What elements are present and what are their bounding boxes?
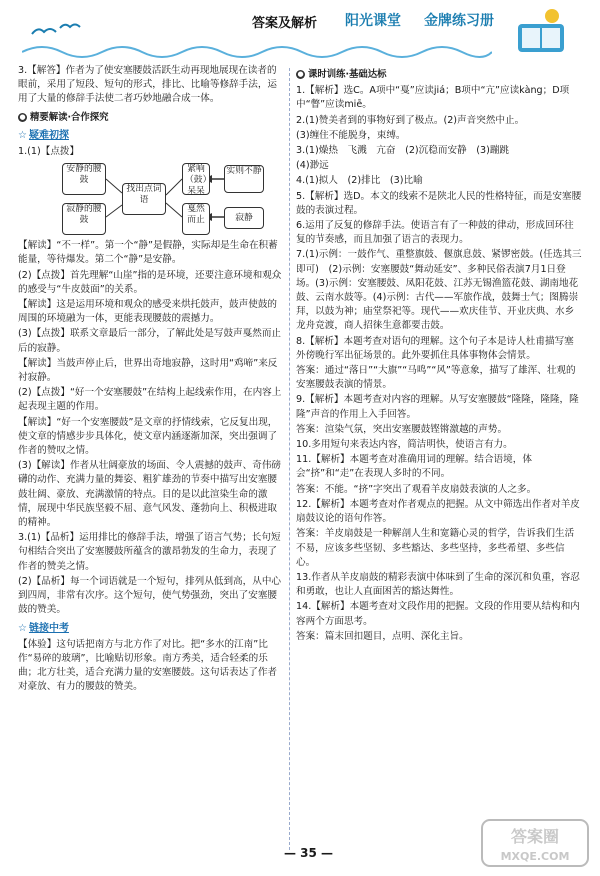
diagram-box-silence: 寂静	[224, 207, 264, 229]
analysis-1: 3.(1)【品析】运用排比的修辞手法，增强了语言气势；长句短句相结合突出了安塞腰鼓所蕴含的激昂勃发的生命力，表现了作者的赞美之情。	[18, 532, 281, 572]
header-wave-line	[22, 40, 492, 60]
circle-bullet-icon: ●	[297, 70, 304, 78]
diagram-box-tight-dull: 紧响（鼓）呆呆	[182, 163, 210, 195]
item-1-tip: 1.(1)【点拨】	[18, 146, 80, 158]
answer-r14: 14.【解析】本题考查对文段作用的把握。文段的作用要从结构和内容两个方面思考。	[296, 601, 580, 627]
answer-r1: 1.【解析】选C。A项中“戛”应读jiá；B项中“亢”应读kàng；D项中“瞥”应读miē。	[296, 85, 570, 111]
diagram-box-quiet-drum: 安静的腰鼓	[62, 163, 106, 195]
section-header-intensive	[18, 111, 284, 125]
diagram-box-silent-drum: 寂静的腰鼓	[62, 203, 106, 235]
answer-r3b: (4)渺远	[296, 160, 329, 172]
answer-r6: 6.运用了反复的修辞手法。使语言有了一种鼓的律动，形成回环往复的节奏感，而且加强了语言的表现力。	[296, 220, 574, 246]
analysis-2: (2)【品析】每一个词语就是一个短句，排列从低到高，从中心到四周，非常有次序。这个短句，使气势强劲，突出了安塞腰鼓的赞美。	[18, 575, 282, 616]
explanation-2: 【解读】这是运用环境和观众的感受来烘托鼓声，鼓声使鼓的周围的环境融为一体，更能表现腰鼓的震撼力。	[18, 299, 278, 325]
answer-r12a: 答案：羊皮扇鼓是一种解剖人生和宽籍心灵的哲学，告诉我们生活不易，应该多些坚韧、多些豁达、多些坚持，多些希望、多些信心。	[296, 528, 575, 568]
section-title: 课时训练·基础达标	[308, 69, 387, 80]
answer-r11a: 答案：不能。“挤”字突出了观看羊皮扇鼓表演的人之多。	[296, 483, 537, 495]
right-column	[296, 64, 582, 645]
answer-r10: 10.多用短句来表达内容，简洁明快，使语言有力。	[296, 439, 513, 451]
column-divider	[289, 68, 290, 850]
answer-r9: 9.【解析】本题考查对内容的理解。从写安塞腰鼓“隆隆，隆隆，隆隆”声音的作用上入手回答。	[296, 394, 579, 420]
explanation-5: (3)【解读】作者从壮阔豪放的场面、令人震撼的鼓声、奇伟磅礴的动作、充满力量的舞姿、粗犷雄劲的节奏中描写出安塞腰鼓壮阔、豪放、充满激情的特点。目的是以此渲染生命的激情，展现中华民族坚毅不屈、意气风发、蓬勃向上、积极进取的精神。	[18, 460, 282, 529]
header-brand-goldbook: 金牌练习册	[424, 13, 494, 29]
answer-r4: 4.(1)拟人 (2)排比 (3)比喻	[296, 175, 423, 187]
subsection-exam-link	[18, 622, 284, 636]
watermark-logo	[480, 818, 590, 868]
structure-diagram	[58, 161, 268, 235]
page-number: — 35 —	[284, 846, 334, 860]
circle-bullet-icon: ●	[19, 112, 26, 121]
answer-r5: 5.【解析】选D。本文的线索不是陕北人民的性格特征，而是安塞腰鼓的表演过程。	[296, 190, 582, 216]
header-title: 答案及解析	[252, 16, 318, 31]
page-header	[0, 0, 600, 60]
answer-r2b: (3)缠住不能脱身，束缚。	[296, 129, 406, 141]
star-icon: ☆	[18, 129, 27, 141]
subsection-title: 疑难初探	[28, 129, 69, 141]
tip-2-2: (2)【点拨】“好一个安塞腰鼓”在结构上起线索作用，在内容上起表现主题的作用。	[18, 387, 282, 413]
answer-r9a: 答案：渲染气氛，突出安塞腰鼓铿锵激越的声势。	[296, 423, 508, 435]
svg-text:答案圈: 答案圈	[510, 827, 560, 846]
left-column	[18, 64, 284, 696]
subsection-title: 链接中考	[28, 622, 69, 634]
section-header-practice	[296, 68, 582, 82]
header-brand-sunshine: 阳光课堂	[345, 13, 401, 29]
explanation-1: 【解读】“不一样”。第一个“静”是假静，实际却是生命在积蓄能量，等待爆发。第二个“静”是安静。	[18, 240, 278, 266]
answer-r2: 2.(1)赞美者到的事物好到了极点。(2)声音突然中止。	[296, 114, 525, 126]
tip-3: (3)【点拨】联系文章最后一部分，了解此处是写鼓声戛然而止后的寂静。	[18, 328, 282, 354]
answer-r7: 7.(1)示例：一鼓作气、重整旗鼓、偃旗息鼓、紧锣密鼓。(任选其三即可) (2)示例：安塞腰鼓“舞动延安”、多种民俗表演7月1日登场。(3)示例：安塞腰鼓、凤阳花鼓、江苏无锡渔篮花鼓、湖南地花鼓、云南水鼓等。(4)示例：古代——军旅作战，鼓舞士气；图腾崇拜，以鼓为神；庙堂祭祀等。现代——欢庆佳节、开业庆典、水乡龙舟竞渡，商人招徕生意都要击鼓。	[296, 249, 582, 332]
answer-r14a: 答案：篇末回扣题目，点明、深化主旨。	[296, 630, 469, 642]
subsection-doubt	[18, 129, 284, 143]
diagram-box-find-words: 找出点词语	[122, 183, 166, 215]
answer-r12: 12.【解析】本题考查对作者观点的把握。从文中筛选出作者对羊皮扇鼓议论的语句作答。	[296, 498, 580, 525]
experience-1: 【体验】这句话把南方与北方作了对比。把“多水的江南”比作“易碎的玻璃”，比喻贴切形象。南方秀美，适合轻柔的乐曲；北方壮美，适合充满力量的安塞腰鼓。这句话表达了作者对豪放、有力的腰鼓的赞美。	[18, 638, 278, 693]
answer-3: 3.【解答】作者为了使安塞腰鼓活跃生动再现地展现在读者的眼前，采用了短段、短句的形式，排比、比喻等修辞手法，运用了大量的修辞手法使二者巧妙地融合成一体。	[18, 65, 278, 105]
explanation-4: 【解读】“好一个安塞腰鼓”是文章的抒情线索，它反复出现，使文章的情感步步具体化，使文章内涵逐渐加深，突出强调了作者的赞叹之情。	[18, 416, 278, 457]
section-title: 精要解读·合作探究	[30, 111, 109, 123]
tip-2: (2)【点拨】首先理解“山崖”指的是环境，还要注意环境和观众的感受与“牛皮鼓面”的关系。	[18, 269, 282, 295]
answer-r8a: 答案：通过“落日”“大旗”“马鸣”“风”等意象，描写了雄浑、壮观的安塞腰鼓表演的情景。	[296, 365, 576, 391]
svg-text:MXQE.COM: MXQE.COM	[500, 850, 570, 863]
star-icon: ☆	[18, 622, 27, 634]
book-logo-icon	[512, 6, 572, 56]
diagram-box-not-quiet: 实则不静	[224, 165, 264, 193]
answer-r3: 3.(1)燥热 飞溅 亢奋 (2)沉稳而安静 (3)蹦跳	[296, 145, 510, 157]
answer-r13: 13.作者从羊皮扇鼓的精彩表演中体味到了生命的深沉和负重，容忍和勇敢，也让人直面困苦的豁达舞性。	[296, 571, 580, 598]
explanation-3: 【解读】当鼓声停止后，世界出奇地寂静，这时用“鸡啼”来反衬寂静。	[18, 357, 278, 384]
diagram-box-abrupt-stop: 戛然而止	[182, 203, 210, 235]
answer-r11: 11.【解析】本题考查对准确用词的理解。结合语境，体会“挤”和“走”在表现人多时的不同。	[296, 454, 532, 480]
answer-r8: 8.【解析】本题考查对语句的理解。这个句子本是诗人杜甫描写塞外傍晚行军出征场景的。此外要抓住具体事物体会情景。	[296, 335, 574, 361]
